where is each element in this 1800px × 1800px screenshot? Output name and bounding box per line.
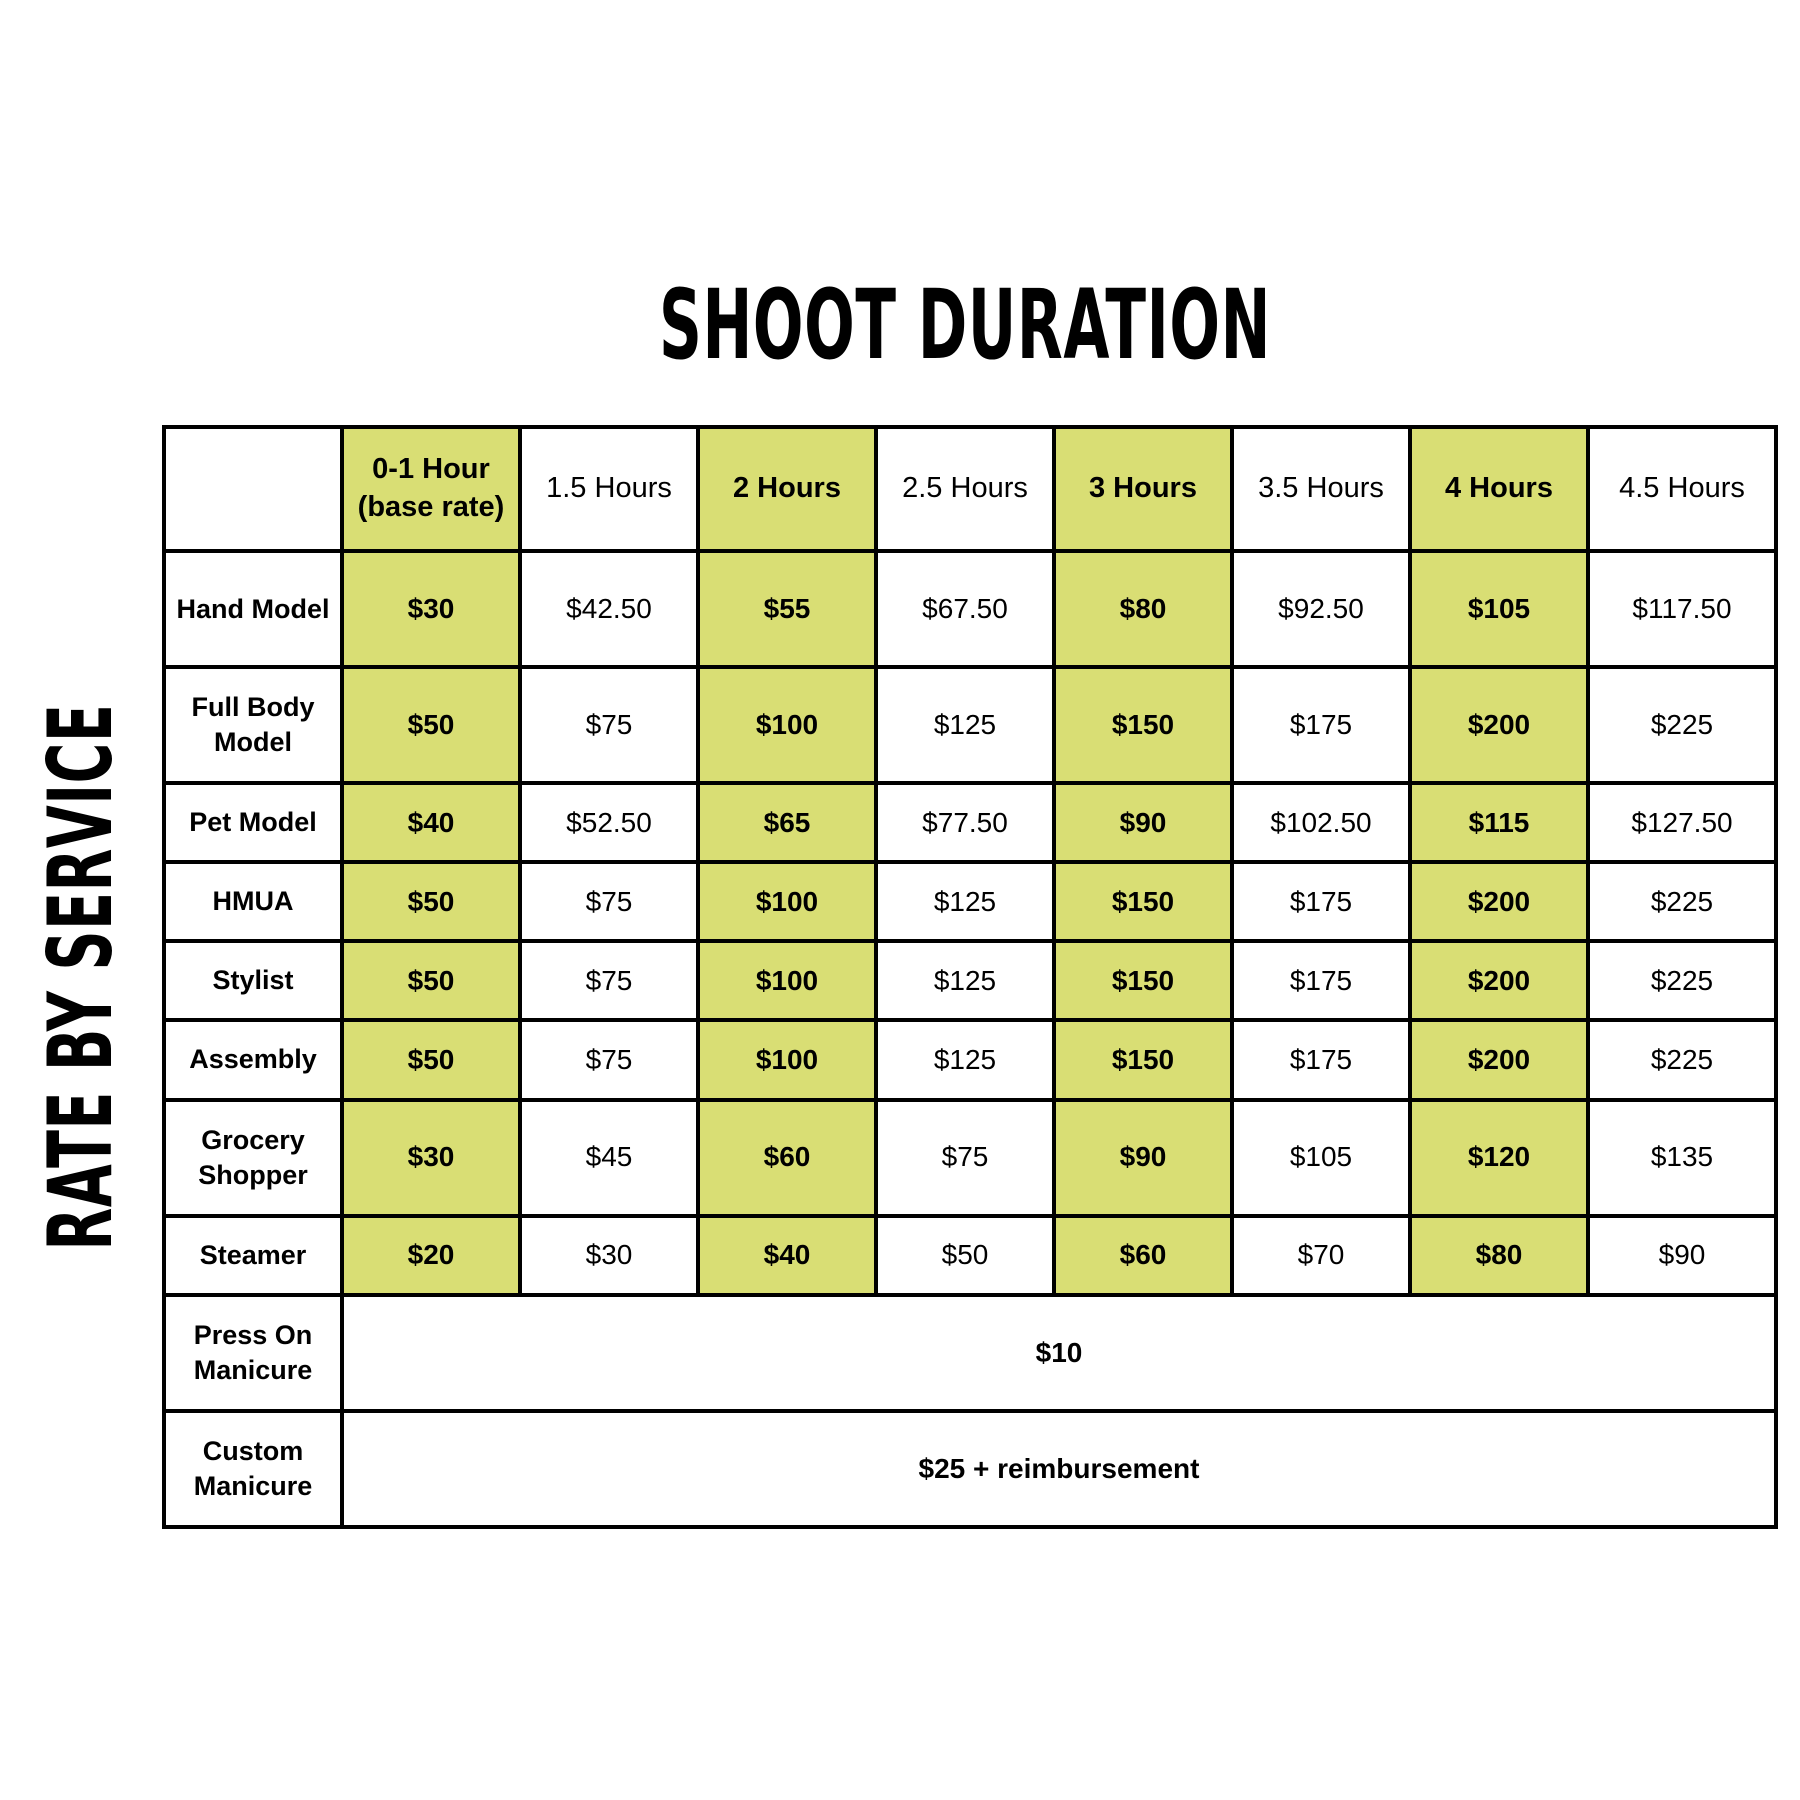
service-label: Grocery Shopper bbox=[164, 1100, 342, 1216]
rate-cell: $60 bbox=[698, 1100, 876, 1216]
table-row bbox=[164, 1020, 1776, 1099]
rate-cell: $117.50 bbox=[1588, 551, 1776, 667]
service-label: Pet Model bbox=[164, 783, 342, 862]
service-label: Stylist bbox=[164, 941, 342, 1020]
service-label: Hand Model bbox=[164, 551, 342, 667]
rate-cell: $102.50 bbox=[1232, 783, 1410, 862]
rate-cell: $150 bbox=[1054, 667, 1232, 783]
rate-table bbox=[162, 425, 1778, 1529]
rate-cell: $60 bbox=[1054, 1216, 1232, 1295]
rate-cell: $20 bbox=[342, 1216, 520, 1295]
rate-cell: $200 bbox=[1410, 667, 1588, 783]
column-header: 3.5 Hours bbox=[1232, 427, 1410, 551]
rate-cell: $50 bbox=[342, 941, 520, 1020]
service-label: Steamer bbox=[164, 1216, 342, 1295]
header-row bbox=[164, 427, 1776, 551]
column-header: 1.5 Hours bbox=[520, 427, 698, 551]
rate-cell: $105 bbox=[1410, 551, 1588, 667]
rate-cell: $40 bbox=[698, 1216, 876, 1295]
rate-cell: $115 bbox=[1410, 783, 1588, 862]
column-header: 4.5 Hours bbox=[1588, 427, 1776, 551]
rate-cell: $90 bbox=[1054, 1100, 1232, 1216]
column-header: 4 Hours bbox=[1410, 427, 1588, 551]
rate-cell: $77.50 bbox=[876, 783, 1054, 862]
rate-cell: $175 bbox=[1232, 1020, 1410, 1099]
rate-cell: $40 bbox=[342, 783, 520, 862]
rate-cell: $42.50 bbox=[520, 551, 698, 667]
rate-cell: $125 bbox=[876, 862, 1054, 941]
rate-cell: $52.50 bbox=[520, 783, 698, 862]
rate-cell: $125 bbox=[876, 667, 1054, 783]
flat-rate-cell: $10 bbox=[342, 1295, 1776, 1411]
rate-cell: $90 bbox=[1054, 783, 1232, 862]
column-header: 3 Hours bbox=[1054, 427, 1232, 551]
table-row bbox=[164, 551, 1776, 667]
rate-cell: $30 bbox=[342, 1100, 520, 1216]
rate-cell: $135 bbox=[1588, 1100, 1776, 1216]
rate-cell: $175 bbox=[1232, 667, 1410, 783]
flat-rate-row bbox=[164, 1295, 1776, 1411]
rate-cell: $150 bbox=[1054, 1020, 1232, 1099]
column-header: 2 Hours bbox=[698, 427, 876, 551]
rate-cell: $100 bbox=[698, 667, 876, 783]
rate-cell: $50 bbox=[342, 667, 520, 783]
rate-cell: $75 bbox=[520, 667, 698, 783]
service-label: Assembly bbox=[164, 1020, 342, 1099]
column-header: 2.5 Hours bbox=[876, 427, 1054, 551]
rate-cell: $175 bbox=[1232, 862, 1410, 941]
flat-rate-cell: $25 + reimbursement bbox=[342, 1411, 1776, 1527]
service-label: HMUA bbox=[164, 862, 342, 941]
rate-cell: $30 bbox=[342, 551, 520, 667]
rate-cell: $125 bbox=[876, 1020, 1054, 1099]
corner-cell bbox=[164, 427, 342, 551]
rate-cell: $80 bbox=[1054, 551, 1232, 667]
service-label: Custom Manicure bbox=[164, 1411, 342, 1527]
rate-cell: $100 bbox=[698, 941, 876, 1020]
table-row bbox=[164, 783, 1776, 862]
rate-cell: $225 bbox=[1588, 941, 1776, 1020]
shoot-duration-title: SHOOT DURATION bbox=[658, 269, 1272, 381]
rate-cell: $90 bbox=[1588, 1216, 1776, 1295]
rate-cell: $125 bbox=[876, 941, 1054, 1020]
rate-cell: $75 bbox=[520, 1020, 698, 1099]
rate-cell: $65 bbox=[698, 783, 876, 862]
rate-cell: $50 bbox=[342, 1020, 520, 1099]
rate-cell: $127.50 bbox=[1588, 783, 1776, 862]
rate-cell: $120 bbox=[1410, 1100, 1588, 1216]
rate-cell: $105 bbox=[1232, 1100, 1410, 1216]
flat-rate-row bbox=[164, 1411, 1776, 1527]
rate-cell: $200 bbox=[1410, 1020, 1588, 1099]
rate-cell: $80 bbox=[1410, 1216, 1588, 1295]
rate-cell: $225 bbox=[1588, 1020, 1776, 1099]
rate-cell: $200 bbox=[1410, 862, 1588, 941]
rate-cell: $75 bbox=[876, 1100, 1054, 1216]
rate-cell: $75 bbox=[520, 941, 698, 1020]
table-row bbox=[164, 1216, 1776, 1295]
rate-cell: $55 bbox=[698, 551, 876, 667]
table-row bbox=[164, 941, 1776, 1020]
rate-cell: $30 bbox=[520, 1216, 698, 1295]
rate-cell: $67.50 bbox=[876, 551, 1054, 667]
rate-cell: $225 bbox=[1588, 667, 1776, 783]
rate-cell: $50 bbox=[342, 862, 520, 941]
rate-cell: $150 bbox=[1054, 862, 1232, 941]
column-header: 0-1 Hour (base rate) bbox=[342, 427, 520, 551]
rate-cell: $75 bbox=[520, 862, 698, 941]
table-row bbox=[164, 1100, 1776, 1216]
rate-cell: $175 bbox=[1232, 941, 1410, 1020]
service-label: Full Body Model bbox=[164, 667, 342, 783]
table-row bbox=[164, 667, 1776, 783]
rate-cell: $50 bbox=[876, 1216, 1054, 1295]
service-label: Press On Manicure bbox=[164, 1295, 342, 1411]
rate-by-service-title: RATE BY SERVICE bbox=[28, 703, 132, 1251]
table-row bbox=[164, 862, 1776, 941]
rate-cell: $45 bbox=[520, 1100, 698, 1216]
rate-cell: $225 bbox=[1588, 862, 1776, 941]
rate-cell: $100 bbox=[698, 862, 876, 941]
rate-cell: $100 bbox=[698, 1020, 876, 1099]
rate-cell: $92.50 bbox=[1232, 551, 1410, 667]
rate-cell: $150 bbox=[1054, 941, 1232, 1020]
rate-cell: $200 bbox=[1410, 941, 1588, 1020]
rate-cell: $70 bbox=[1232, 1216, 1410, 1295]
